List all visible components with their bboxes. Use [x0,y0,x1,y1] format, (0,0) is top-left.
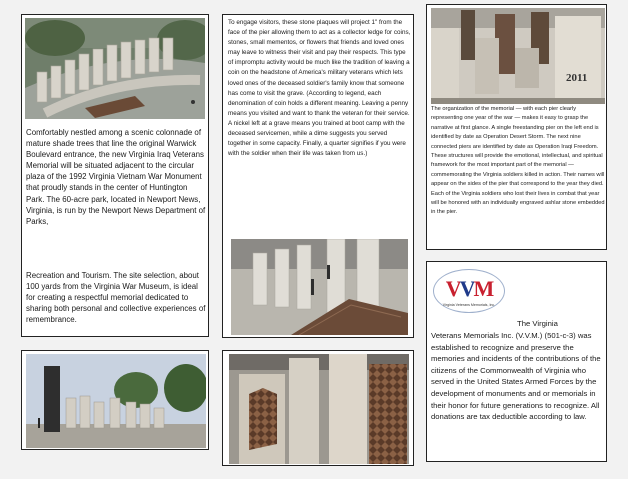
pier-detail-image [231,239,408,335]
perspective-rendering-image [26,354,206,448]
organization-paragraph: The organization of the memorial — with each pier clearly representing one year of the war — makes it easy to grasp the narrative at first glance. A single freestanding pier on the left end is identified by date as Operation Desert Storm. The next nine connected piers are identified by date as Operation Iraqi Freedom. These structures will provide the emotional, intellectual, and spiritual framework for the most important part of the memorial — commemorating the Virginia soldiers killed in action. Their names will appear on the sides of the pier that correspond to the year they died. Each of the Virginia soldiers who lost their lives in combat that year will be honored with an individually engraved ashlar stone embedded in the pier. [431,106,605,216]
vvm-heading: The Virginia [517,319,558,328]
aerial-rendering-image [25,18,205,119]
vvm-paragraph: Veterans Memorials Inc. (V.V.M.) (501-c-3) was established to recognize and preserve the memories and incidents of the contributions of the citizens of the Commonwealth of Virginia who served in the United States Armed Forces by the development of monuments and or memorials in their honor for future generations to recognize. All donations are tax deductible according to law. [431,331,601,422]
panel-stone-plaques [222,14,414,338]
plaques-paragraph: To engage visitors, these stone plaques will project 1" from the face of the pier allowing them to act as a collector ledge for coins, stones, small mementos, or flowers that friends and loved ones may leave to witness their visit and pay their respects. This type of impromptu activity would be much like the tradition of leaving a coin on the headstone of America's military veterans which lets loved ones of the deceased soldier's family know that someone has come to visit the grave. (According to legend, each denomination of coin holds a different meaning. Leaving a penny means you visited and want to thank the veteran for their service. A nickel left at a grave means you trained at boot camp with the deceased servicemen, while a dime suggests you served together in some capacity. Finally, a quarter signifies if you were with the soldier when their life was taken from us.) [228,19,411,158]
site-paragraph-1: Comfortably nestled among a scenic colonnade of mature shade trees that line the original Warwick Boulevard entrance, the new Virginia Iraq Veterans Memorial will be situated adjacent to the circular plaza of the 1992 Virginia Vietnam War Monument that proudly stands in the center of Huntington Park. The 60-acre park, located in Newport News, Virginia, is run by the Newport News Department of Parks, [26,128,206,226]
panel-site-description [21,14,209,337]
panel-pier-closeup [222,350,414,466]
panel-vvm-info [426,261,607,462]
panel-memorial-perspective [21,350,209,450]
vvm-logo-caption: Virginia Veterans Memorials, Inc. [442,302,496,307]
panel-memorial-organization [426,4,607,250]
pier-closeup-image [229,354,409,464]
dated-piers-image [431,8,605,104]
vvm-logo [433,269,505,313]
vvm-logo-mark: VVM [445,275,493,301]
site-paragraph-2: Recreation and Tourism. The site selection, about 100 yards from the Virginia War Museum, is ideal for creating a respectful memorial dedicated to sharing both personal and collective experiences of remembrance. [26,271,206,325]
year-label-2011: 2011 [566,72,588,84]
